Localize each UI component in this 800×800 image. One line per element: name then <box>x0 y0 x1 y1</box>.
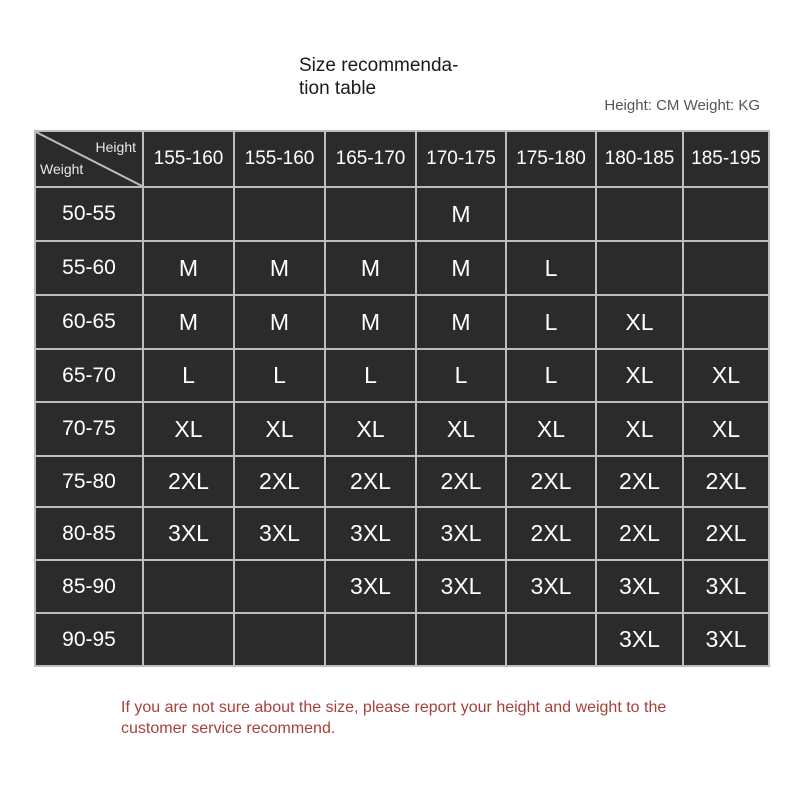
size-cell: 3XL <box>683 560 769 613</box>
size-cell: 3XL <box>683 613 769 666</box>
size-cell <box>416 613 506 666</box>
header-row <box>35 131 769 187</box>
size-cell: 3XL <box>506 560 596 613</box>
size-cell: XL <box>683 349 769 402</box>
size-cell: 2XL <box>596 456 683 507</box>
size-cell: XL <box>596 295 683 349</box>
size-cell: M <box>325 241 416 295</box>
weight-row-header: 80-85 <box>35 507 143 560</box>
size-table <box>34 130 770 667</box>
units-caption: Height: CM Weight: KG <box>604 97 760 114</box>
size-cell <box>234 560 325 613</box>
height-column-header: 155-160 <box>234 131 325 187</box>
size-cell: 2XL <box>683 456 769 507</box>
weight-row-header: 65-70 <box>35 349 143 402</box>
size-cell: M <box>234 295 325 349</box>
size-cell: L <box>325 349 416 402</box>
size-cell: L <box>506 295 596 349</box>
size-cell <box>234 187 325 241</box>
height-column-header: 185-195 <box>683 131 769 187</box>
size-cell <box>506 187 596 241</box>
weight-row-header: 75-80 <box>35 456 143 507</box>
table-row <box>35 241 769 295</box>
size-cell: 3XL <box>143 507 234 560</box>
table-row <box>35 349 769 402</box>
size-cell <box>683 241 769 295</box>
size-cell <box>596 187 683 241</box>
size-cell: XL <box>596 349 683 402</box>
height-column-header: 155-160 <box>143 131 234 187</box>
size-cell: M <box>325 295 416 349</box>
size-cell: XL <box>683 402 769 456</box>
size-cell: XL <box>416 402 506 456</box>
size-cell <box>506 613 596 666</box>
size-cell: XL <box>506 402 596 456</box>
size-cell: 2XL <box>416 456 506 507</box>
table-row <box>35 613 769 666</box>
size-cell: XL <box>325 402 416 456</box>
height-column-header: 170-175 <box>416 131 506 187</box>
page-title: Size recommenda- tion table <box>299 55 459 99</box>
table-row <box>35 456 769 507</box>
size-cell: 2XL <box>596 507 683 560</box>
size-cell: L <box>416 349 506 402</box>
size-cell <box>683 295 769 349</box>
size-cell: 2XL <box>325 456 416 507</box>
size-cell: M <box>416 295 506 349</box>
size-cell: M <box>234 241 325 295</box>
size-cell <box>143 187 234 241</box>
table-row <box>35 402 769 456</box>
size-cell: 3XL <box>416 507 506 560</box>
size-cell: 3XL <box>596 613 683 666</box>
size-cell: 2XL <box>234 456 325 507</box>
size-help-note: If you are not sure about the size, please report your height and weight to the customer service recommend. <box>121 699 667 737</box>
height-column-header: 175-180 <box>506 131 596 187</box>
size-cell <box>683 187 769 241</box>
corner-height-label: Height <box>95 139 136 155</box>
size-cell: M <box>416 187 506 241</box>
size-cell: L <box>506 349 596 402</box>
weight-row-header: 50-55 <box>35 187 143 241</box>
weight-row-header: 90-95 <box>35 613 143 666</box>
size-cell: 2XL <box>506 507 596 560</box>
size-cell: 2XL <box>683 507 769 560</box>
size-cell: M <box>416 241 506 295</box>
table-row <box>35 507 769 560</box>
height-column-header: 180-185 <box>596 131 683 187</box>
size-cell: 2XL <box>506 456 596 507</box>
size-cell: 3XL <box>325 507 416 560</box>
weight-row-header: 60-65 <box>35 295 143 349</box>
size-cell: L <box>506 241 596 295</box>
table-row <box>35 187 769 241</box>
size-cell: XL <box>143 402 234 456</box>
corner-cell <box>35 131 143 187</box>
size-cell: 3XL <box>416 560 506 613</box>
corner-weight-label: Weight <box>40 161 84 177</box>
size-cell <box>143 613 234 666</box>
size-cell: 3XL <box>596 560 683 613</box>
table-row <box>35 295 769 349</box>
weight-row-header: 85-90 <box>35 560 143 613</box>
size-cell <box>143 560 234 613</box>
size-cell: 3XL <box>325 560 416 613</box>
table-row <box>35 560 769 613</box>
size-cell: M <box>143 295 234 349</box>
size-cell: XL <box>596 402 683 456</box>
size-cell <box>325 187 416 241</box>
size-cell: 3XL <box>234 507 325 560</box>
size-cell: L <box>234 349 325 402</box>
size-cell <box>234 613 325 666</box>
size-cell: XL <box>234 402 325 456</box>
weight-row-header: 70-75 <box>35 402 143 456</box>
size-cell: L <box>143 349 234 402</box>
size-cell <box>325 613 416 666</box>
size-cell: M <box>143 241 234 295</box>
height-column-header: 165-170 <box>325 131 416 187</box>
size-cell <box>596 241 683 295</box>
size-cell: 2XL <box>143 456 234 507</box>
weight-row-header: 55-60 <box>35 241 143 295</box>
